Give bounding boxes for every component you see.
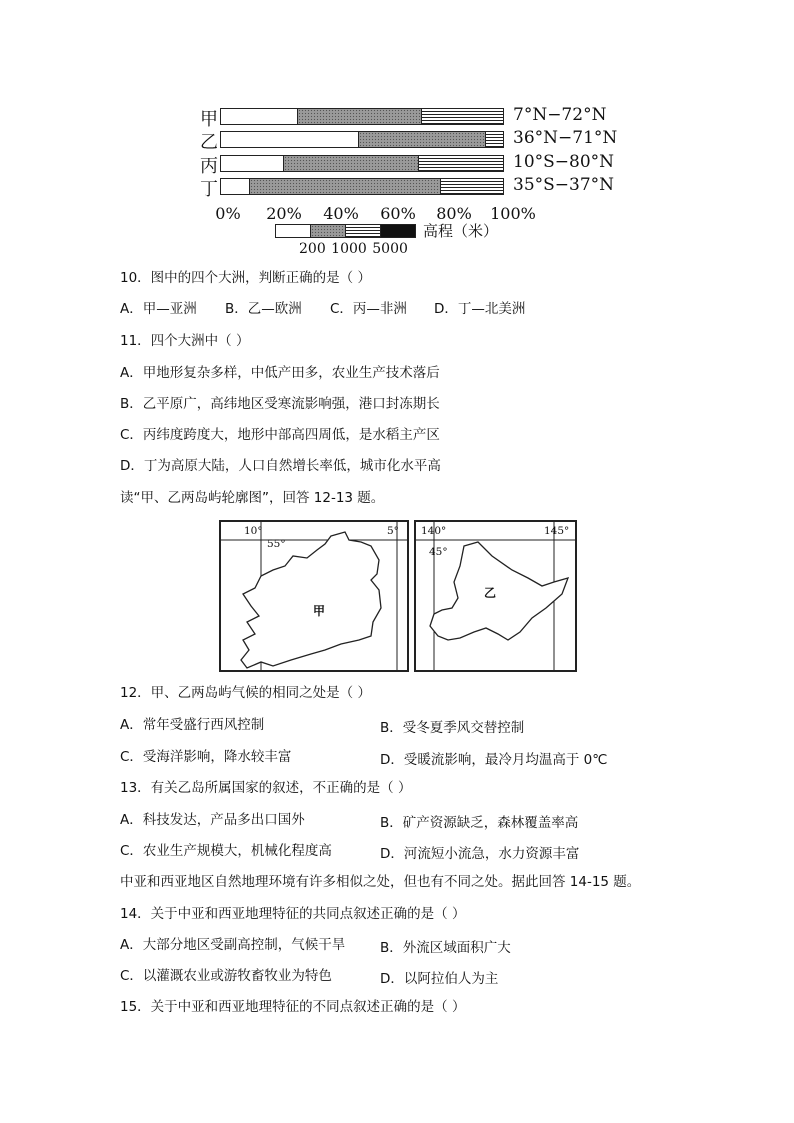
q10-option-d: D．丁—北美洲 [434,301,526,317]
bar-segment [421,109,503,124]
continent-label: 乙 [200,132,218,153]
x-tick: 20% [266,204,302,223]
q12-option-d: D．受暖流影响，最冷月均温高于 0℃ [380,752,608,768]
latitude-range: 35°S−37°N [513,175,615,195]
legend-swatch-high [346,225,381,237]
q13-stem: 13．有关乙岛所属国家的叙述，不正确的是（ ） [120,780,412,796]
q11-stem: 11．四个大洲中（ ） [120,333,250,349]
bar-segment [221,179,249,194]
legend-title: 高程（米） [423,222,499,240]
map-yi-lon-right: 145° [544,525,570,537]
q11-option-d: D．丁为高原大陆，人口自然增长率低，城市化水平高 [120,458,441,474]
bar-segment [249,179,440,194]
latitude-range: 7°N−72°N [513,105,607,125]
x-tick: 60% [380,204,416,223]
q14-option-b: B．外流区域面积广大 [380,940,511,956]
island-maps [219,520,577,672]
map-yi [414,520,577,672]
q10-stem: 10．图中的四个大洲，判断正确的是（ ） [120,270,371,286]
q11-option-b: B．乙平原广，高纬地区受寒流影响强，港口封冻期长 [120,396,440,412]
q15-stem: 15．关于中亚和西亚地理特征的不同点叙述正确的是（ ） [120,999,466,1015]
bar-segment [283,156,418,171]
q14-option-a: A．大部分地区受副高控制，气候干旱 [120,937,346,953]
latitude-range: 10°S−80°N [513,152,615,172]
q10-option-a: A．甲—亚洲 [120,301,197,317]
legend-swatch-top [381,225,415,237]
elevation-bar [220,108,504,125]
map-jia-name: 甲 [313,604,326,618]
map-jia-lon-right: 5° [387,525,399,537]
bar-segment [358,132,485,147]
bar-segment [297,109,421,124]
intro-14-15: 中亚和西亚地区自然地理环境有许多相似之处，但也有不同之处。据此回答 14-15 题。 [120,874,641,890]
q12-option-c: C．受海洋影响，降水较丰富 [120,749,292,765]
q12-option-a: A．常年受盛行西风控制 [120,717,265,733]
bar-segment [221,156,283,171]
q12-option-b: B．受冬夏季风交替控制 [380,720,525,736]
map-jia-lat: 55° [267,538,286,550]
elevation-bar [220,155,504,172]
map-yi-lat: 45° [429,546,448,558]
bar-segment [440,179,503,194]
continent-label: 丁 [200,179,218,200]
intro-12-13: 读“甲、乙两岛屿轮廓图”，回答 12-13 题。 [120,490,385,506]
q11-option-c: C．丙纬度跨度大，地形中部高四周低，是水稻主产区 [120,427,440,443]
q10-option-c: C．丙—非洲 [330,301,407,317]
bar-segment [485,132,503,147]
legend-swatch-mid [311,225,346,237]
x-tick: 0% [215,204,241,223]
bar-segment [221,132,358,147]
q14-option-d: D．以阿拉伯人为主 [380,971,499,987]
q13-option-c: C．农业生产规模大，机械化程度高 [120,843,332,859]
x-tick: 80% [436,204,472,223]
bar-segment [221,109,297,124]
q14-stem: 14．关于中亚和西亚地理特征的共同点叙述正确的是（ ） [120,906,466,922]
q12-stem: 12．甲、乙两岛屿气候的相同之处是（ ） [120,685,371,701]
island-jia-outline [221,522,407,670]
legend-values: 200 1000 5000 [299,241,408,257]
map-jia [219,520,409,672]
continent-label: 丙 [200,156,218,177]
q11-option-a: A．甲地形复杂多样，中低产田多，农业生产技术落后 [120,365,440,381]
q13-option-b: B．矿产资源缺乏，森林覆盖率高 [380,815,579,831]
x-tick: 100% [490,204,536,223]
q13-option-a: A．科技发达，产品多出口国外 [120,812,305,828]
legend-swatches [275,224,416,238]
q14-option-c: C．以灌溉农业或游牧畜牧业为特色 [120,968,332,984]
q10-option-b: B．乙—欧洲 [225,301,302,317]
map-yi-lon-left: 140° [421,525,447,537]
elevation-chart [195,100,618,260]
latitude-range: 36°N−71°N [513,128,618,148]
legend-swatch-low [276,225,311,237]
q13-option-d: D．河流短小流急，水力资源丰富 [380,846,580,862]
elevation-bar [220,178,504,195]
bar-segment [418,156,503,171]
x-tick: 40% [323,204,359,223]
map-yi-name: 乙 [484,586,497,600]
elevation-bar [220,131,504,148]
map-jia-lon-left: 10° [244,525,263,537]
continent-label: 甲 [200,109,218,130]
